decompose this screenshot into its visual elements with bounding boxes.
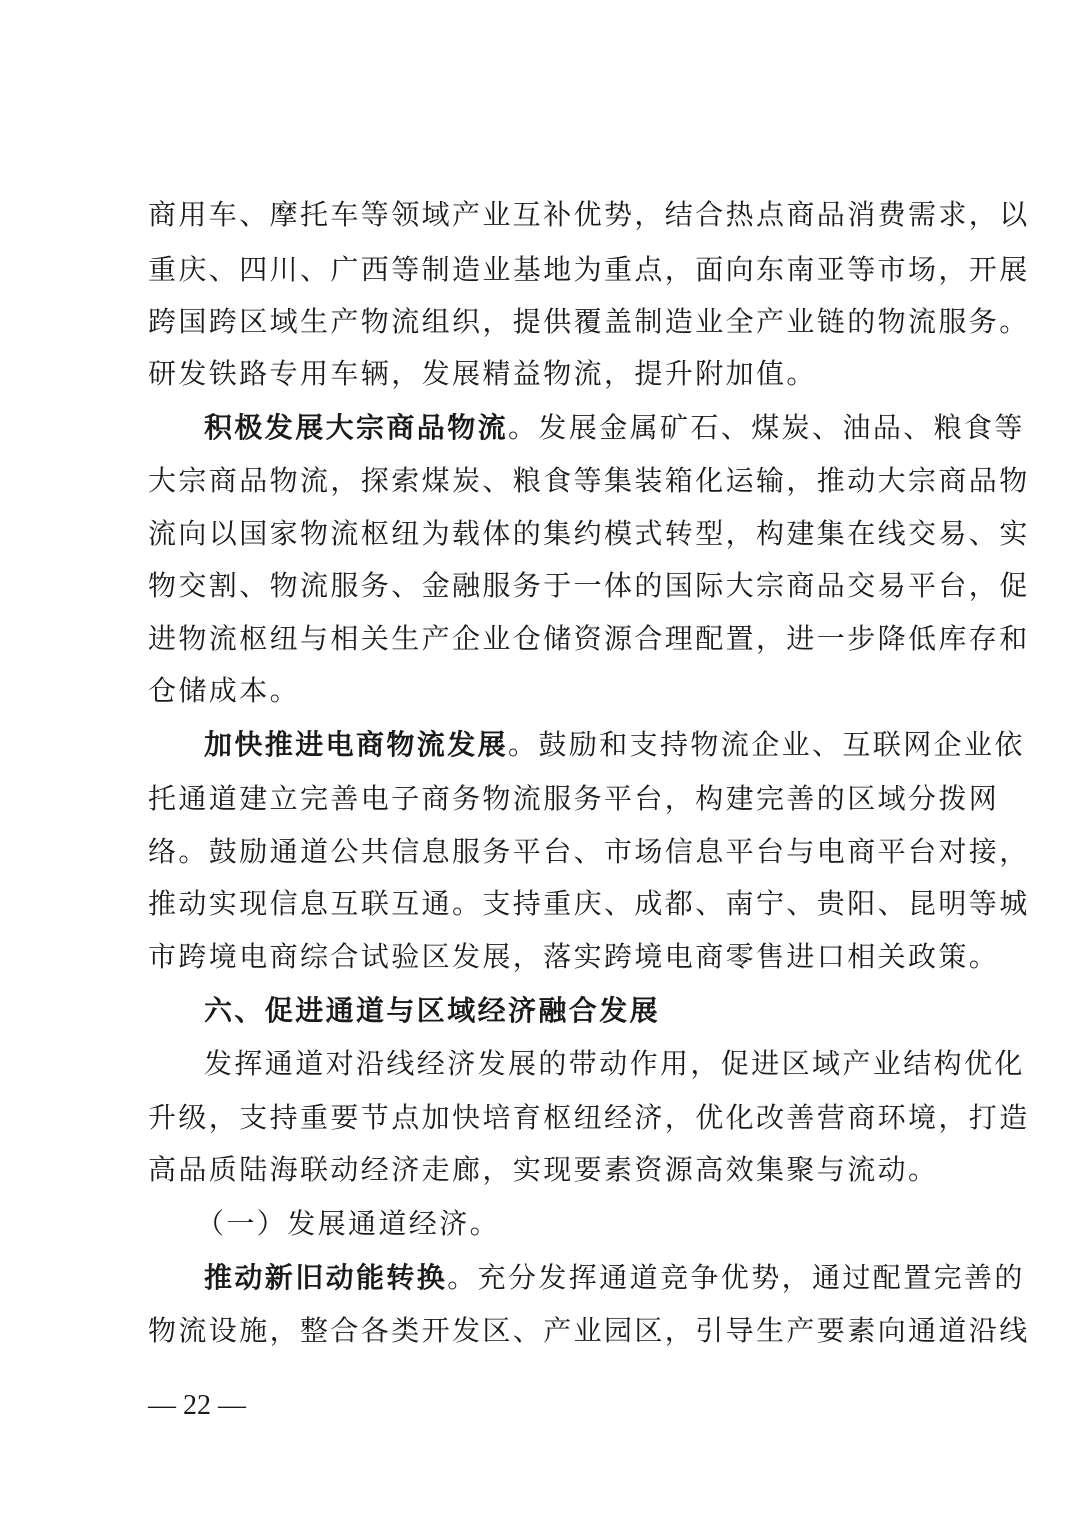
- body-text-line: 流向以国家物流枢纽为载体的集约模式转型，构建集在线交易、实: [148, 517, 1030, 550]
- paragraph-first-line-rest: 。发展金属矿石、煤炭、油品、粮食等: [508, 411, 1025, 444]
- body-text-line: 推动实现信息互联互通。支持重庆、成都、南宁、贵阳、昆明等城: [148, 887, 1030, 920]
- body-text-line: 研发铁路专用车辆，发展精益物流，提升附加值。: [148, 357, 817, 390]
- body-text-line: 物交割、物流服务、金融服务于一体的国际大宗商品交易平台，促: [148, 569, 1030, 602]
- paragraph-first-line-rest: 。充分发挥通道竞争优势，通过配置完善的: [447, 1261, 1025, 1294]
- body-text-line: 物流设施，整合各类开发区、产业园区，引导生产要素向通道沿线: [148, 1314, 1030, 1347]
- subsection-heading: （一）发展通道经济。: [196, 1207, 501, 1240]
- body-text-line: 商用车、摩托车等领域产业互补优势，结合热点商品消费需求，以: [148, 198, 1030, 231]
- paragraph-first-line: [204, 1260, 1025, 1296]
- body-text-line: 高品质陆海联动经济走廊，实现要素资源高效集聚与流动。: [148, 1153, 939, 1186]
- body-text-line: 跨国跨区域生产物流组织，提供覆盖制造业全产业链的物流服务。: [148, 305, 1030, 338]
- body-text-line: 升级，支持重要节点加快培育枢纽经济，优化改善营商环境，打造: [148, 1101, 1030, 1134]
- paragraph-first-line: [204, 727, 1025, 763]
- page-number: — 22 —: [148, 1390, 246, 1421]
- body-text-line: 大宗商品物流，探索煤炭、粮食等集装箱化运输，推动大宗商品物: [148, 464, 1030, 497]
- body-text-line: 市跨境电商综合试验区发展，落实跨境电商零售进口相关政策。: [148, 940, 1000, 973]
- body-text-line: 仓储成本。: [148, 674, 301, 707]
- body-text-line: 重庆、四川、广西等制造业基地为重点，面向东南亚等市场，开展: [148, 253, 1030, 286]
- section-heading: 六、促进通道与区域经济融合发展: [204, 994, 661, 1027]
- body-text-line: 进物流枢纽与相关生产企业仓储资源合理配置，进一步降低库存和: [148, 622, 1030, 655]
- paragraph-lead: 推动新旧动能转换: [204, 1261, 448, 1294]
- paragraph-first-line: [204, 410, 1025, 446]
- body-text-line: 托通道建立完善电子商务物流服务平台，构建完善的区域分拨网: [148, 782, 1000, 815]
- paragraph-first-line-rest: 。鼓励和支持物流企业、互联网企业依: [508, 728, 1025, 761]
- body-text-line: 络。鼓励通道公共信息服务平台、市场信息平台与电商平台对接，: [148, 835, 1030, 868]
- paragraph-lead: 加快推进电商物流发展: [204, 728, 509, 761]
- paragraph-lead: 积极发展大宗商品物流: [204, 411, 509, 444]
- paragraph-first-line: 发挥通道对沿线经济发展的带动作用，促进区域产业结构优化: [204, 1047, 1025, 1080]
